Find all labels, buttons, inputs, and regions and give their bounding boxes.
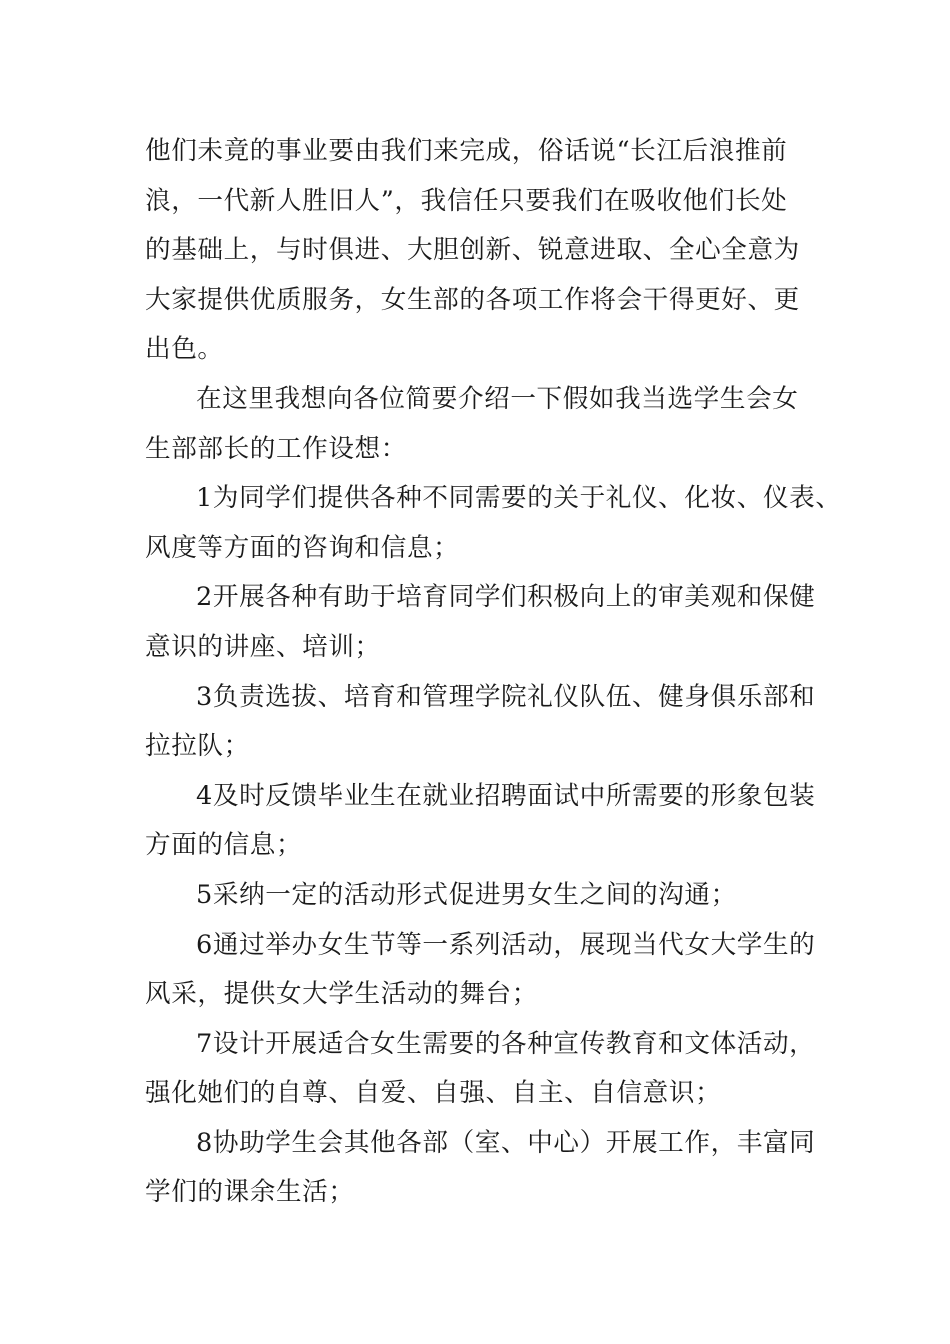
text-line: 大家提供优质服务，女生部的各项工作将会干得更好、更 <box>145 284 800 315</box>
list-item-3 <box>145 673 825 772</box>
list-item-6 <box>145 921 825 1020</box>
list-item-5 <box>145 871 825 921</box>
text-line: 出色。 <box>145 334 224 365</box>
text-line: 风度等方面的咨询和信息； <box>145 532 460 563</box>
text-line: 强化她们的自尊、自爱、自强、自主、自信意识； <box>145 1078 722 1109</box>
text-line: 8协助学生会其他各部（室、中心）开展工作，丰富同 <box>196 1127 816 1158</box>
text-line: 7设计开展适合女生需要的各种宣传教育和文体活动， <box>196 1028 816 1059</box>
text-line: 在这里我想向各位简要介绍一下假如我当选学生会女 <box>196 383 799 414</box>
document-body <box>145 127 842 1218</box>
text-line: 5采纳一定的活动形式促进男女生之间的沟通； <box>196 879 737 910</box>
text-line: 风采，提供女大学生活动的舞台； <box>145 979 538 1010</box>
text-line: 3负责选拔、培育和管理学院礼仪队伍、健身俱乐部和 <box>196 681 816 712</box>
text-line: 学们的课余生活； <box>145 1177 355 1208</box>
text-line: 的基础上，与时俱进、大胆创新、锐意进取、全心全意为 <box>145 235 800 266</box>
text-line: 浪，一代新人胜旧人”，我信任只要我们在吸收他们长处 <box>145 185 788 216</box>
text-line: 生部部长的工作设想： <box>145 433 407 464</box>
list-item-8 <box>145 1119 825 1218</box>
text-line: 意识的讲座、培训； <box>145 631 381 662</box>
text-line: 他们未竟的事业要由我们来完成，俗话说“长江后浪推前 <box>145 136 788 166</box>
paragraph-plan-intro <box>145 375 825 474</box>
text-line: 1为同学们提供各种不同需要的关于礼仪、化妆、仪表、 <box>196 483 842 514</box>
paragraph-intro <box>145 127 825 375</box>
text-line: 2开展各种有助于培育同学们积极向上的审美观和保健 <box>196 582 816 613</box>
list-item-2 <box>145 573 825 672</box>
text-line: 4及时反馈毕业生在就业招聘面试中所需要的形象包装 <box>196 780 816 811</box>
text-line: 拉拉队； <box>145 731 250 762</box>
list-item-4 <box>145 772 825 871</box>
text-line: 6通过举办女生节等一系列活动，展现当代女大学生的 <box>196 929 816 960</box>
text-line: 方面的信息； <box>145 830 303 861</box>
list-item-7 <box>145 1020 825 1119</box>
list-item-1 <box>145 474 842 573</box>
